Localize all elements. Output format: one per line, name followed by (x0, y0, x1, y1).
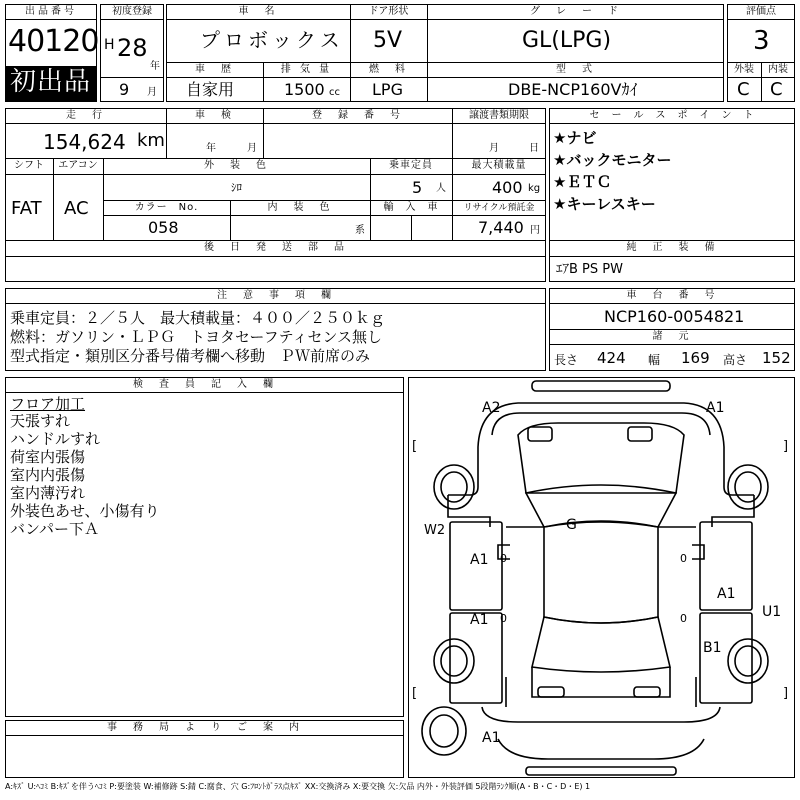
notes-label: 注 意 事 項 欄 (217, 290, 334, 301)
length-label: 長さ (554, 353, 579, 367)
damage-mark-zero: 0 (680, 612, 687, 625)
car-name-label: 車 名 (238, 6, 278, 17)
sales-point-item: ★ＥＴＣ (553, 173, 612, 191)
width-label: 幅 (648, 353, 661, 367)
first-registration-label: 初度登録 (112, 6, 152, 17)
car-name: プロボックス (200, 28, 344, 52)
note-line: 型式指定・類別区分番号備考欄へ移動 ＰＷ前席のみ (10, 347, 371, 365)
model-code: DBE-NCP160Vｶｲ (508, 80, 638, 99)
mileage: 154,624 (43, 130, 126, 154)
exterior-grade-label: 外装 (734, 64, 754, 75)
genuine-equipment-label: 純 正 装 備 (626, 242, 718, 253)
sales-point-item: ★ナビ (553, 129, 597, 147)
transfer-docs-label: 譲渡書類期限 (469, 110, 529, 121)
later-parts-label: 後 日 発 送 部 品 (204, 242, 347, 253)
inspector-line: フロア加工 (10, 395, 86, 413)
int-color-suffix: 系 (355, 225, 365, 236)
damage-mark-w2: W2 (424, 523, 446, 538)
max-load-unit: kg (528, 183, 541, 194)
history-label: 車 歴 (195, 64, 234, 75)
bracket-mark: ] (783, 686, 789, 701)
inspector-line: 外装色あせ、小傷有り (10, 502, 160, 520)
damage-mark-a1-left-2: A1 (470, 612, 489, 628)
height-label: 高さ (723, 353, 748, 367)
legend: A:ｷｽﾞ U:ﾍｺﾐ B:ｷｽﾞを伴うﾍｺﾐ P:要塗装 W:補修跡 S:錆 C:腐食、穴 G:ﾌﾛﾝﾄｶﾞﾗｽ点ｷｽﾞ XX:交換済み X:要交換 欠:欠品 内外・外装評価 5段階ﾗﾝｸ順(A・B・C・D・E) 1 (5, 782, 591, 791)
inspector-line: 室内内張傷 (10, 466, 86, 484)
recycle-unit: 円 (530, 225, 540, 236)
mileage-unit: km (137, 130, 165, 151)
history: 自家用 (186, 80, 235, 99)
door-type: 5V (373, 28, 403, 53)
int-color-label: 内 装 色 (267, 202, 333, 213)
import-label: 輸 入 車 (383, 202, 439, 213)
first-listing-label: 初出品 (10, 67, 92, 97)
door-label: ドア形状 (368, 6, 409, 17)
damage-mark-u1: U1 (762, 604, 782, 620)
inspector-line: 室内薄汚れ (10, 484, 86, 502)
lot-number-label: 出品番号 (25, 6, 77, 17)
bracket-mark: [ (412, 439, 418, 454)
inspector-line: 天張すれ (10, 412, 71, 430)
grade-label: グ レ ー ド (530, 6, 621, 17)
recycle-label: リサイクル預託金 (463, 203, 535, 213)
year-unit: 年 (150, 61, 160, 72)
ac-label: エアコン (58, 160, 98, 171)
inspector-label: 検 査 員 記 入 欄 (133, 379, 276, 390)
damage-mark-zero: 0 (500, 552, 507, 565)
score-label: 評価点 (746, 6, 776, 17)
inspection-label: 車 検 (195, 110, 234, 121)
inspection-month-unit: 月 (247, 143, 257, 154)
note-line: 燃料：ガソリン・ＬＰＧ トヨタセーフティセンス無し (10, 328, 383, 346)
inspector-line: ハンドルすれ (10, 430, 101, 448)
sales-point-item: ★バックモニター (553, 151, 672, 169)
color-no-label: カラー No. (134, 202, 199, 213)
capacity-unit: 人 (436, 183, 446, 194)
office-label: 事 務 局 よ り ご 案 内 (107, 722, 302, 733)
first-reg-month: 9 (119, 80, 130, 99)
era: H (104, 37, 115, 53)
fuel: LPG (372, 80, 403, 99)
bracket-mark: [ (412, 686, 418, 701)
registration-label: 登 録 番 号 (312, 110, 403, 121)
chassis-number: NCP160-0054821 (604, 307, 745, 326)
mileage-label: 走 行 (66, 110, 105, 121)
ext-color: ｼﾛ (231, 181, 242, 194)
max-load-label: 最大積載量 (471, 160, 527, 171)
interior-grade-label: 内装 (768, 64, 788, 75)
grade: GL(LPG) (522, 28, 612, 53)
chassis-label: 車 台 番 号 (626, 290, 718, 301)
capacity: 5 (412, 178, 423, 197)
dims-label: 諸 元 (652, 331, 692, 342)
damage-mark-a1-front: A1 (706, 400, 725, 416)
inspection-year-unit: 年 (206, 143, 216, 154)
ext-color-label: 外 装 色 (204, 160, 269, 171)
shift-label: シフト (14, 160, 44, 171)
exterior-grade: C (737, 79, 750, 100)
model-label: 型 式 (556, 64, 595, 75)
width: 169 (681, 349, 710, 367)
damage-mark-a2: A2 (482, 400, 501, 416)
car-diagram (408, 377, 795, 778)
bracket-mark: ] (783, 439, 789, 454)
month-unit: 月 (147, 87, 157, 98)
inspector-line: 荷室内張傷 (10, 448, 86, 466)
displacement-unit: cc (329, 87, 340, 98)
length: 424 (597, 349, 626, 367)
capacity-label: 乗車定員 (389, 160, 433, 171)
color-no: 058 (148, 218, 179, 237)
note-line: 乗車定員：２／５人 最大積載量：４００／２５０ｋｇ (10, 309, 386, 327)
sales-point-item: ★キーレスキー (553, 195, 656, 213)
damage-mark-zero: 0 (500, 612, 507, 625)
damage-mark-zero: 0 (680, 552, 687, 565)
recycle-fee: 7,440 (478, 218, 524, 237)
damage-mark-a1-bottom: A1 (482, 730, 501, 746)
shift: FAT (11, 198, 42, 219)
sales-points-label: セ ー ル ス ポ イ ン ト (589, 110, 755, 121)
height: 152 (762, 349, 791, 367)
score: 3 (753, 26, 770, 56)
transfer-day-unit: 日 (529, 143, 539, 154)
max-load: 400 (492, 178, 523, 197)
lot-number: 40120 (8, 24, 99, 59)
ac: AC (64, 198, 89, 219)
displacement-label: 排 気 量 (280, 64, 333, 75)
interior-grade: C (770, 79, 783, 100)
transfer-month-unit: 月 (489, 143, 499, 154)
inspector-line: バンパー下Ａ (10, 520, 99, 538)
damage-mark-a1-right: A1 (717, 586, 736, 602)
damage-mark-g: G (566, 517, 577, 533)
damage-mark-a1-left-1: A1 (470, 552, 489, 568)
displacement: 1500 (284, 80, 325, 99)
damage-mark-b1: B1 (703, 640, 722, 656)
first-reg-year: 28 (117, 34, 148, 62)
genuine-equipment: ｴｱB PS PW (556, 262, 623, 277)
fuel-label: 燃 料 (369, 64, 408, 75)
